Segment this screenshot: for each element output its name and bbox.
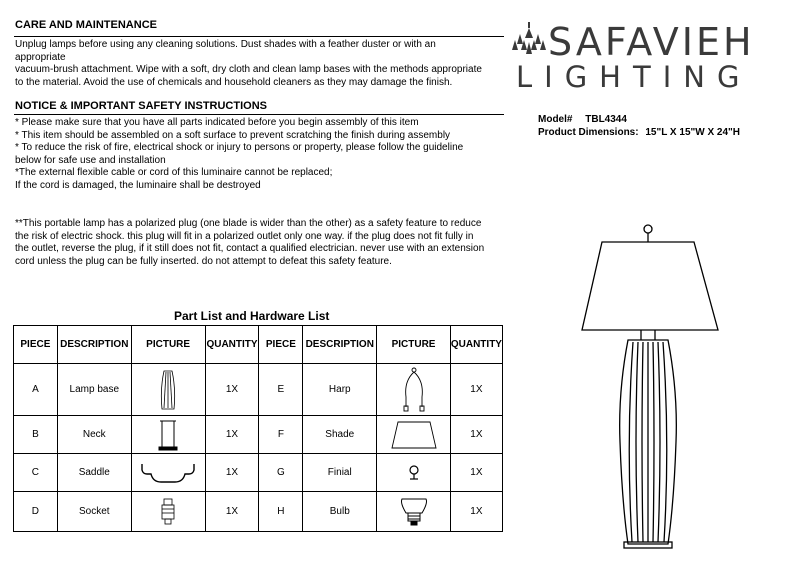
picture-cell (377, 364, 451, 416)
parts-table (13, 325, 503, 532)
dims-value: 15"L X 15"W X 24"H (645, 127, 740, 138)
saddle-icon (139, 460, 197, 486)
description-cell: Shade (303, 416, 377, 454)
care-line: appropriate (15, 51, 66, 63)
model-label: Model# (538, 114, 573, 125)
piece-cell: G (259, 454, 303, 492)
quantity-cell: 1X (450, 454, 502, 492)
table-row (14, 416, 503, 454)
header-picture: PICTURE (131, 326, 205, 364)
header-description: DESCRIPTION (57, 326, 131, 364)
notice-line: * This item should be assembled on a soft surface to prevent scratching the finish during assembly (15, 129, 451, 141)
description-cell: Neck (57, 416, 131, 454)
quantity-cell: 1X (205, 416, 259, 454)
care-heading: CARE AND MAINTENANCE (15, 19, 157, 31)
care-line: vacuum-brush attachment. Wipe with a soft, dry cloth and clean lamp bases with the methods appropriate (15, 64, 482, 75)
piece-cell: B (14, 416, 58, 454)
table-row (14, 454, 503, 492)
description-cell: Saddle (57, 454, 131, 492)
care-line: to the material. Avoid the use of chemicals and household cleaners as they may damage the finish. (15, 76, 453, 88)
product-dimensions (538, 127, 740, 138)
piece-cell: A (14, 364, 58, 416)
piece-cell: C (14, 454, 58, 492)
parts-header-row (14, 326, 503, 364)
polarized-text (15, 218, 484, 268)
model-value: TBL4344 (585, 114, 627, 125)
lamp-base-icon (158, 369, 178, 411)
dims-label: Product Dimensions: (538, 127, 639, 138)
quantity-cell: 1X (205, 492, 259, 532)
quantity-cell: 1X (205, 454, 259, 492)
notice-rule (14, 114, 504, 115)
description-cell: Socket (57, 492, 131, 532)
shade-icon (390, 420, 438, 450)
bulb-icon (398, 495, 430, 529)
picture-cell (131, 492, 205, 532)
logo-wordmark: SAFAVIEH (548, 20, 755, 64)
picture-cell (377, 492, 451, 532)
finial-icon (407, 464, 421, 482)
polarized-line: **This portable lamp has a polarized plug (one blade is wider than the other) as a safety feature to reduce (15, 218, 482, 229)
notice-line: *The external flexible cable or cord of this luminaire cannot be replaced; (15, 167, 333, 178)
care-rule (14, 36, 504, 37)
description-cell: Bulb (303, 492, 377, 532)
model-number (538, 114, 627, 125)
notice-text (15, 117, 463, 192)
notice-line: If the cord is damaged, the luminaire shall be destroyed (15, 179, 261, 191)
picture-cell (131, 454, 205, 492)
piece-cell: F (259, 416, 303, 454)
notice-line: * To reduce the risk of fire, electrical shock or injury to persons or property, please follow the guideline (15, 142, 464, 153)
harp-icon (402, 367, 426, 413)
table-row (14, 364, 503, 416)
notice-heading: NOTICE & IMPORTANT SAFETY INSTRUCTIONS (15, 100, 267, 112)
quantity-cell: 1X (450, 416, 502, 454)
care-text (15, 39, 482, 89)
polarized-line: the outlet, reverse the plug, if it still does not fit, contact a qualified electrician. never use with an extension (15, 243, 485, 254)
description-cell: Harp (303, 364, 377, 416)
polarized-line: the risk of electric shock. this plug will fit in a polarized outlet only one way. if the plug does not fit fully in (15, 230, 474, 242)
description-cell: Lamp base (57, 364, 131, 416)
notice-line: below for safe use and installation (15, 154, 166, 166)
description-cell: Finial (303, 454, 377, 492)
table-row (14, 492, 503, 532)
quantity-cell: 1X (450, 364, 502, 416)
polarized-line: cord unless the plug can be fully inserted. do not attempt to defeat this safety feature. (15, 255, 392, 267)
chandelier-logo-icon (512, 22, 546, 56)
picture-cell (131, 416, 205, 454)
header-piece: PIECE (259, 326, 303, 364)
header-description: DESCRIPTION (303, 326, 377, 364)
quantity-cell: 1X (450, 492, 502, 532)
quantity-cell: 1X (205, 364, 259, 416)
logo-subtitle: LIGHTING (516, 60, 752, 94)
picture-cell (377, 454, 451, 492)
parts-title: Part List and Hardware List (174, 309, 330, 323)
lamp-drawing (578, 222, 728, 550)
header-quantity: QUANTITY (450, 326, 502, 364)
piece-cell: E (259, 364, 303, 416)
header-quantity: QUANTITY (205, 326, 259, 364)
picture-cell (131, 364, 205, 416)
care-line: Unplug lamps before using any cleaning solutions. Dust shades with a feather duster or with an (15, 39, 436, 50)
notice-line: * Please make sure that you have all parts indicated before you begin assembly of this item (15, 117, 419, 128)
picture-cell (377, 416, 451, 454)
socket-icon (159, 497, 177, 527)
piece-cell: D (14, 492, 58, 532)
header-piece: PIECE (14, 326, 58, 364)
piece-cell: H (259, 492, 303, 532)
header-picture: PICTURE (377, 326, 451, 364)
neck-icon (157, 419, 179, 451)
